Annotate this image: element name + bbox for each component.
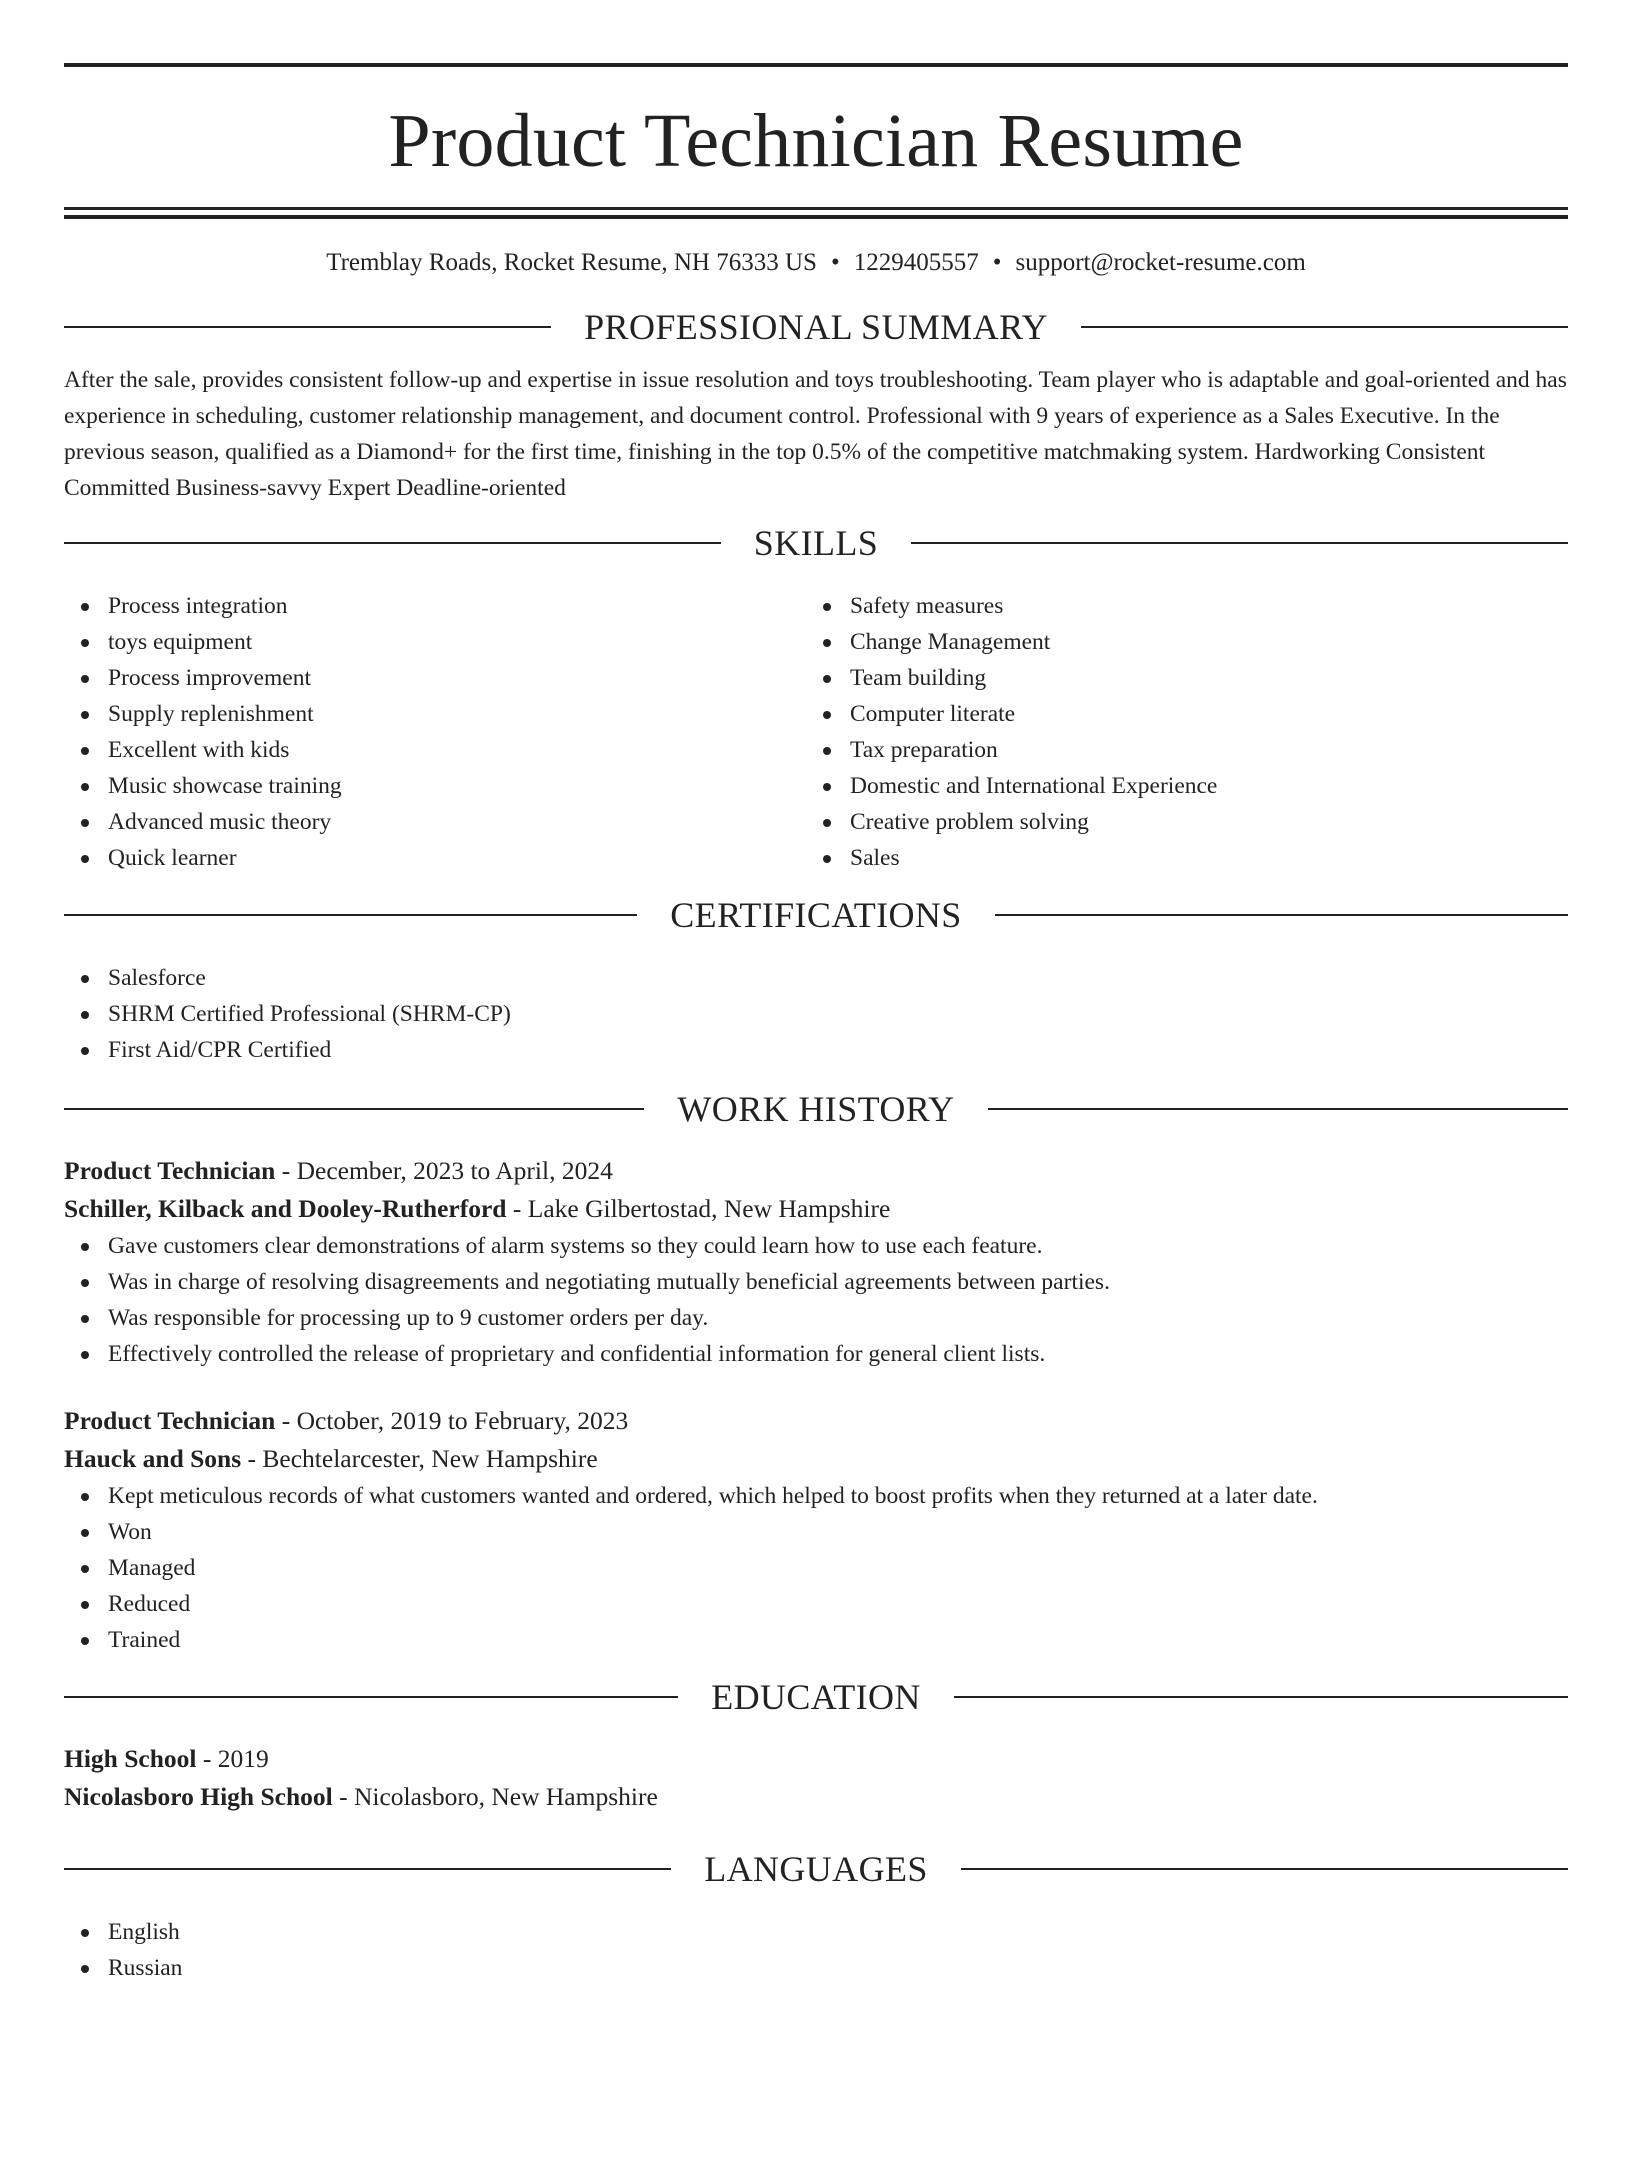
job-title-line	[64, 1402, 1568, 1440]
section-heading-education	[64, 1676, 1568, 1718]
section-title: SKILLS	[753, 523, 879, 563]
heading-rule	[995, 914, 1568, 916]
job-bullet-list	[64, 1478, 1568, 1658]
skill-item: Excellent with kids	[64, 732, 806, 768]
education-degree: High School	[64, 1744, 197, 1773]
resume-page	[0, 63, 1632, 2175]
job-company: Schiller, Kilback and Dooley-Rutherford	[64, 1194, 507, 1223]
job-dates: - October, 2019 to February, 2023	[275, 1406, 629, 1435]
job-entry	[64, 1152, 1568, 1372]
heading-rule	[961, 1868, 1568, 1870]
skill-item: Advanced music theory	[64, 804, 806, 840]
heading-rule	[64, 326, 551, 328]
job-bullet: Reduced	[64, 1586, 1568, 1622]
section-heading-work-history	[64, 1088, 1568, 1130]
certification-item: First Aid/CPR Certified	[64, 1032, 1568, 1068]
job-entry	[64, 1402, 1568, 1658]
section-title: LANGUAGES	[704, 1849, 928, 1889]
job-title: Product Technician	[64, 1406, 276, 1435]
title-double-rule	[64, 207, 1568, 219]
job-bullet: Was in charge of resolving disagreements and negotiating mutually beneficial agreements between parties.	[64, 1264, 1568, 1300]
heading-rule	[911, 542, 1568, 544]
job-company-line	[64, 1440, 1568, 1478]
job-bullet: Was responsible for processing up to 9 customer orders per day.	[64, 1300, 1568, 1336]
skill-item: toys equipment	[64, 624, 806, 660]
heading-rule	[64, 1696, 678, 1698]
contact-phone: 1229405557	[853, 249, 979, 276]
skill-item: Computer literate	[806, 696, 1548, 732]
heading-rule	[64, 542, 721, 544]
job-location: - Lake Gilbertostad, New Hampshire	[506, 1194, 891, 1223]
education-school: Nicolasboro High School	[64, 1782, 333, 1811]
section-heading-summary	[64, 306, 1568, 348]
language-item: Russian	[64, 1950, 1568, 1986]
heading-rule	[64, 914, 637, 916]
skill-item: Change Management	[806, 624, 1548, 660]
job-bullet: Trained	[64, 1622, 1568, 1658]
skill-item: Music showcase training	[64, 768, 806, 804]
skills-column-left	[64, 588, 806, 876]
skill-item: Tax preparation	[806, 732, 1548, 768]
skill-item: Safety measures	[806, 588, 1548, 624]
certification-item: SHRM Certified Professional (SHRM-CP)	[64, 996, 1568, 1032]
languages-list	[64, 1914, 1568, 1986]
skills-list-right	[806, 588, 1548, 876]
skills-grid	[64, 588, 1568, 876]
heading-rule	[64, 1868, 671, 1870]
contact-separator: •	[830, 249, 840, 276]
section-heading-skills	[64, 522, 1568, 564]
section-title: PROFESSIONAL SUMMARY	[584, 307, 1048, 347]
heading-rule	[988, 1108, 1568, 1110]
resume-title: Product Technician Resume	[388, 99, 1244, 183]
job-bullet: Won	[64, 1514, 1568, 1550]
language-item: English	[64, 1914, 1568, 1950]
job-title: Product Technician	[64, 1156, 276, 1185]
education-location: - Nicolasboro, New Hampshire	[332, 1782, 658, 1811]
job-bullet: Gave customers clear demonstrations of alarm systems so they could learn how to use each feature.	[64, 1228, 1568, 1264]
job-bullet: Kept meticulous records of what customers wanted and ordered, which helped to boost profits when they returned at a later date.	[64, 1478, 1568, 1514]
skill-item: Supply replenishment	[64, 696, 806, 732]
job-company-line	[64, 1190, 1568, 1228]
heading-rule	[1081, 326, 1568, 328]
skill-item: Sales	[806, 840, 1548, 876]
skills-list-left	[64, 588, 806, 876]
job-dates: - December, 2023 to April, 2024	[275, 1156, 613, 1185]
contact-email: support@rocket-resume.com	[1015, 249, 1306, 276]
top-rule	[64, 63, 1568, 67]
skill-item: Team building	[806, 660, 1548, 696]
skill-item: Process improvement	[64, 660, 806, 696]
job-bullet: Effectively controlled the release of proprietary and confidential information for general client lists.	[64, 1336, 1568, 1372]
education-degree-line	[64, 1740, 1568, 1778]
skill-item: Process integration	[64, 588, 806, 624]
contact-separator: •	[992, 249, 1002, 276]
section-title: EDUCATION	[711, 1677, 921, 1717]
job-title-line	[64, 1152, 1568, 1190]
certifications-list	[64, 960, 1568, 1068]
section-title: WORK HISTORY	[677, 1089, 955, 1129]
job-company: Hauck and Sons	[64, 1444, 242, 1473]
skill-item: Quick learner	[64, 840, 806, 876]
section-title: CERTIFICATIONS	[670, 895, 962, 935]
job-location: - Bechtelarcester, New Hampshire	[241, 1444, 598, 1473]
job-bullet: Managed	[64, 1550, 1568, 1586]
section-heading-certifications	[64, 894, 1568, 936]
heading-rule	[954, 1696, 1568, 1698]
skill-item: Creative problem solving	[806, 804, 1548, 840]
summary-paragraph: After the sale, provides consistent follow-up and expertise in issue resolution and toys troubleshooting. Team player who is adaptable and goal-oriented and has experience in scheduling, customer relationship management, and document control. Professional with 9 years of experience as a Sales Executive. In the previous season, qualified as a Diamond+ for the first time, finishing in the top 0.5% of the competitive matchmaking system. Hardworking Consistent Committed Business-savvy Expert Deadline-oriented	[64, 367, 1567, 501]
job-bullet-list	[64, 1228, 1568, 1372]
certification-item: Salesforce	[64, 960, 1568, 996]
education-school-line	[64, 1778, 1568, 1816]
contact-line	[64, 248, 1568, 278]
skill-item: Domestic and International Experience	[806, 768, 1548, 804]
education-year: - 2019	[196, 1744, 269, 1773]
education-entry	[64, 1740, 1568, 1816]
heading-rule	[64, 1108, 644, 1110]
contact-address: Tremblay Roads, Rocket Resume, NH 76333 US	[326, 249, 817, 276]
skills-column-right	[806, 588, 1548, 876]
section-heading-languages	[64, 1848, 1568, 1890]
